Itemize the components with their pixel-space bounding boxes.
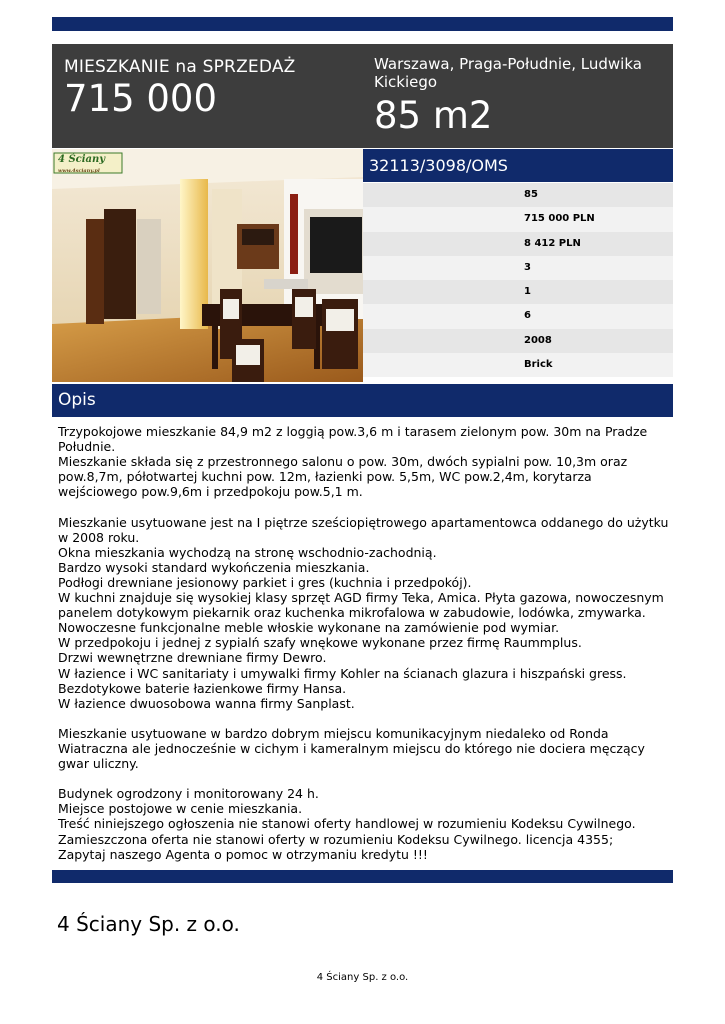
detail-row [363,207,673,231]
description-heading: Opis [58,390,96,410]
company-name: 4 Ściany Sp. z o.o. [57,912,240,936]
detail-row [363,353,673,377]
listing-header [52,44,673,148]
paragraph-spacer [58,499,670,514]
detail-row [363,183,673,207]
description-text [58,424,670,862]
listing-area: 85 m2 [374,94,493,137]
description-paragraph: Budynek ogrodzony i monitorowany 24 h. Miejsce postojowe w cenie mieszkania. Treść niniejszego ogłoszenia nie stanowi oferty handlowej w rozumieniu Kodeksu Cywilnego. Zamieszczona oferta nie stanowi oferty w rozumieniu Kodeksu Cywilnego. licencja 4355; Zapytaj naszego Agenta o pomoc w otrzymaniu kredytu !!! [58,786,636,862]
top-accent-bar [52,17,673,31]
detail-row [363,280,673,304]
listing-type: MIESZKANIE na SPRZEDAŻ [64,57,296,77]
paragraph-spacer [58,711,670,726]
detail-row [363,329,673,353]
detail-value: Brick [524,359,553,371]
description-heading-bar [52,384,673,417]
description-paragraph: Mieszkanie usytuowane w bardzo dobrym miejscu komunikacyjnym niedaleko od Ronda Wiatraczna ale jednocześnie w cichym i kameralnym miejscu do którego nie dociera męczący gwar uliczny. [58,725,645,772]
detail-row [363,304,673,328]
listing-location: Warszawa, Praga-Południe, Ludwika Kickiego [374,55,642,91]
detail-value: 85 [524,189,538,200]
detail-value: 3 [524,261,531,273]
reference-number: 32113/3098/OMS [369,156,508,175]
page-footer: 4 Ściany Sp. z o.o. [316,972,409,983]
description-paragraph: Trzypokojowe mieszkanie 84,9 m2 z loggią pow.3,6 m i tarasem zielonym pow. 30m na Pradze Południe. Mieszkanie składa się z przestronnego salonu o pow. 30m, dwóch sypialni pow. 10,3m oraz pow.8,7m, półotwartej kuchni pow. 12m, łazienki pow. 5,5m, WC pow.2,4m, korytarza wejściowego pow.9,6m i przedpokoju pow.5,1 m. [58,424,648,500]
reference-bar [363,149,673,182]
description-paragraph: Mieszkanie usytuowane jest na I piętrze sześciopiętrowego apartamentowca oddanego do użytku w 2008 roku. Okna mieszkania wychodzą na stronę wschodnio-zachodnią. Bardzo wysoki standard wykończenia mieszkania. Podłogi drewniane jesionowy parkiet i gres (kuchnia i przedpokój). W kuchni znajduje się wysokiej klasy sprzęt AGD firmy Teka, Amica. Płyta gazowa, nowoczesnym panelem dotykowym piekarnik oraz kuchenka mikrofalowa w zabudowie, lodówka, zmywarka. Nowoczesne funkcjonalne meble włoskie wykonane na zamówienie pod wymiar. W przedpokoju i jednej z sypialń szafy wnękowe wykonane przez firmę Raummplus. Drzwi wewnętrzne drewniane firmy Dewro. W łazience i WC sanitariaty i umywalki firmy Kohler na ścianach glazura i hiszpański gress. Bezdotykowe baterie łazienkowe firmy Hansa. W łazience dwuosobowa wanna firmy Sanplast. [58,514,669,711]
logo-subtext: www.4sciany.pl [58,168,100,174]
detail-value: 2008 [524,334,552,346]
detail-value: 715 000 PLN [524,213,595,225]
property-photo [52,149,363,382]
bottom-accent-bar [52,870,673,883]
listing-price: 715 000 [64,77,218,120]
detail-value: 1 [524,286,531,298]
detail-value: 8 412 PLN [524,237,581,249]
company-logo [58,155,105,176]
detail-row [363,232,673,256]
detail-value: 6 [524,310,531,322]
paragraph-spacer [58,771,670,786]
detail-row [363,256,673,280]
logo-text: 4 Ściany [58,154,106,165]
details-table [363,183,673,377]
